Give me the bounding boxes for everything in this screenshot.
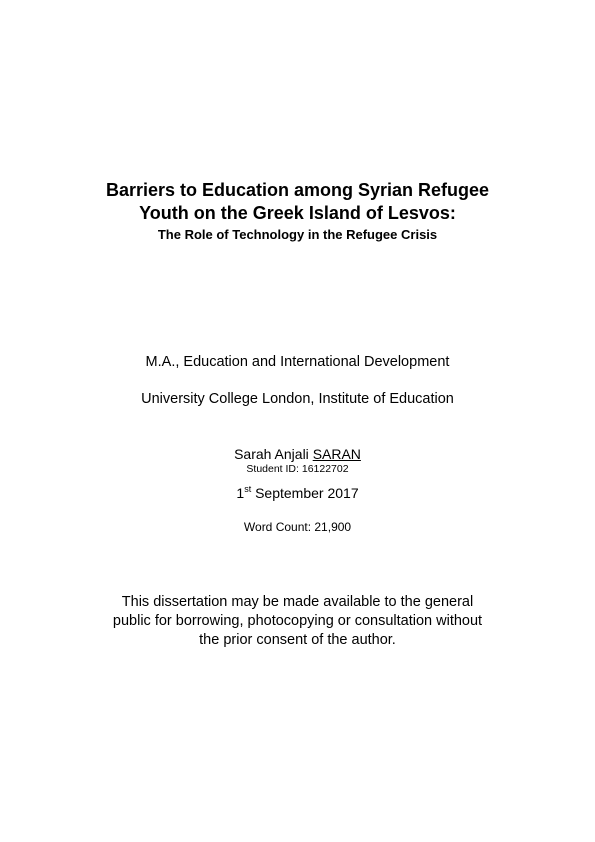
title-line-1: Barriers to Education among Syrian Refugee [105, 180, 490, 200]
author-name [0, 445, 595, 463]
subtitle: The Role of Technology in the Refugee Crisis [157, 227, 438, 242]
title-line-2: Youth on the Greek Island of Lesvos: [139, 203, 456, 223]
date-rest: September 2017 [251, 485, 359, 501]
date-ordinal-suffix: st [244, 484, 252, 494]
submission-date [0, 484, 595, 502]
disclaimer [0, 593, 595, 650]
disclaimer-line-1: This dissertation may be made available to the general [121, 594, 474, 610]
author-surname: SARAN [312, 446, 361, 462]
degree: M.A., Education and International Development [145, 354, 450, 370]
student-id: Student ID: 16122702 [246, 463, 349, 475]
disclaimer-line-3: the prior consent of the author. [199, 632, 396, 648]
author-given-names: Sarah Anjali [234, 446, 313, 462]
date-day: 1 [236, 485, 245, 501]
institution: University College London, Institute of Education [141, 391, 454, 407]
word-count: Word Count: 21,900 [243, 520, 352, 534]
disclaimer-line-2: public for borrowing, photocopying or consultation without [112, 613, 483, 629]
